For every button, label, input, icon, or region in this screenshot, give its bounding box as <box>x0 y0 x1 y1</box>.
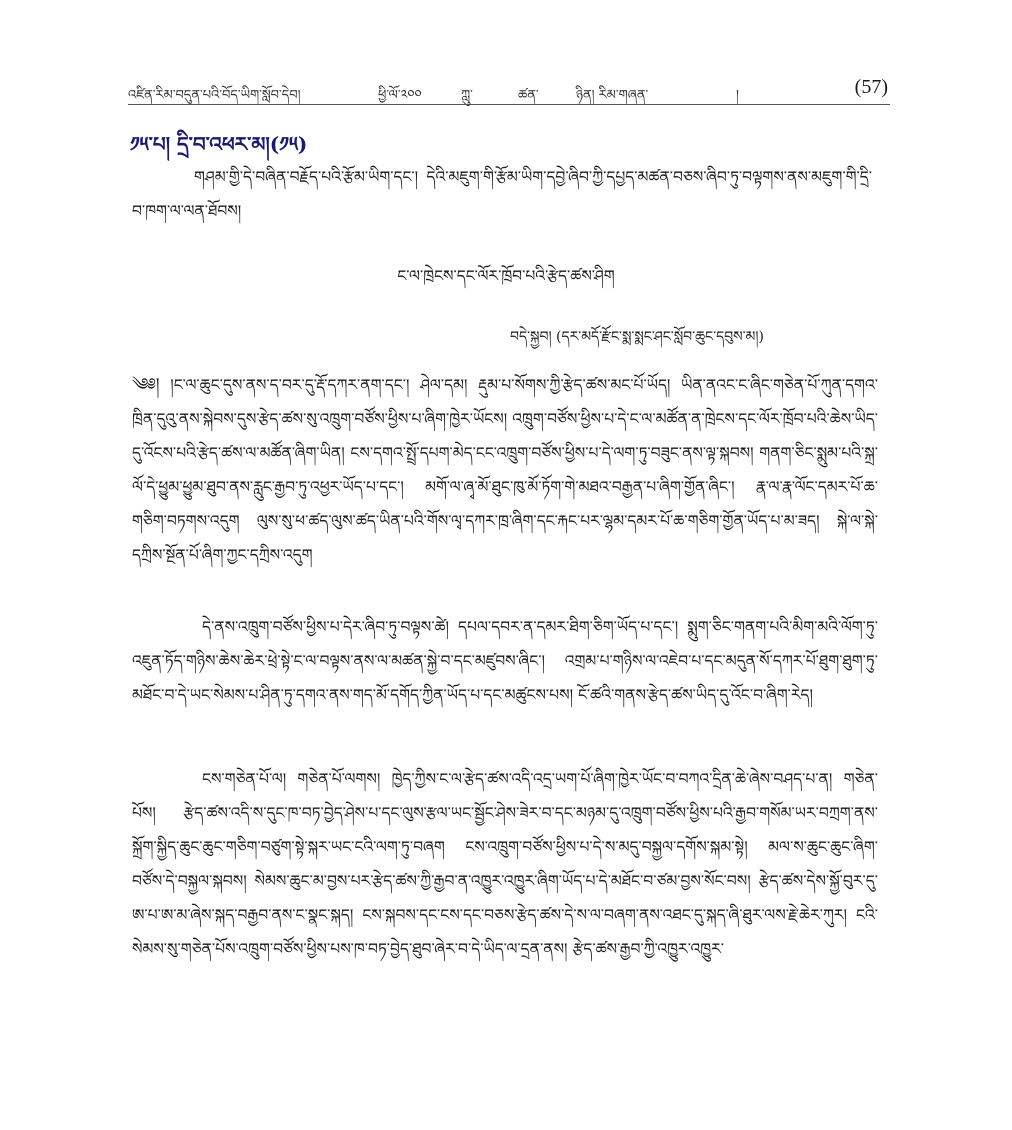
header-rule <box>128 104 890 105</box>
essay-author: བདེ་སྐྱབ། (དར་མདོ་རྫོང་སྨ་སྨང་ཤང་སློབ་ཆུང་དབུས་མ།) <box>510 329 764 345</box>
paragraph-text: །ང་ལ་ཆུང་དུས་ནས་ད་བར་དུ་རྡོ་དཀར་ནག་དང་། ཤེལ་དམ། རྡུམ་པ་སོགས་ཀྱི་རྩེད་ཚས་མང་པོ་ཡོད། ཡིན་ནའང་ང་ཞིང་གཅེན་པོ་ཀུན་དགའ་ཁྲིན་དུའུ་ནས་སྐེབས་དུས་རྩེད་ཚས་སུ་འཁྲུག་བཙོས་ཕྱིས་པ་ཞིག་ཁྱེར་ཡོངས། འཁྲུག་བཙོས་ཕྱིས་པ་དེ་ང་ལ་མཚོན་ན་ཁྲེངས་དང་ལོར་ཁྲོབ་པའི་ཆེས་ཡིད་དུ་འོངས་པའི་རྩེད་ཚས་ལ་མཚོན་ཞིག་ཡིན། ངས་དགའ་སྤྲོ་དཔག་མེད་ངང་འཁྲུག་བཙོས་ཕྱིས་པ་དེ་ལག་ཏུ་བཟུང་ནས་ལྟ་སྐབས། གནག་ཅིང་སྨུམ་པའི་སྐྲ་ལོ་དེ་ཕྱུམ་ཕྱུམ་ཐུབ་ནས་རླུང་རྒྱབ་ཏུ་འཕྱར་ཡོད་པ་དང་། མགོ་ལ་ཞྭ་མོ་ཐུང་ཁུ་མོ་ཏོག་གེ་མཐའ་བརྒྱན་པ་ཞིག་གྱོན་ཞིང་། རྣ་ལ་རྣ་ལོང་དམར་པོ་ཆ་གཅིག་བཏགས་འདུག ལུས་སུ་ཕ་ཚད་ལུས་ཚད་ཡིན་པའི་གོས་ལྭ་དཀར་ཁྲ་ཞིག་དང་རྐང་པར་ལྷམ་དམར་པོ་ཆ་གཅིག་གྱོན་ཡོད་པ་མ་ཟད། སྐེ་ལ་སྐེ་དཀྲིས་སྔོན་པོ་ཞིག་ཀྱང་དཀྲིས་འདུག <box>132 376 878 564</box>
lesson-heading: ༡༥་པ། དྲི་བ་འཕར་མ།(༡༥) <box>130 132 308 156</box>
header-divider: ། <box>736 88 739 103</box>
header-book-title: འཛིན་རིམ་བདུན་པའི་བོད་ཡིག་སློབ་དེབ། <box>128 88 301 103</box>
header-subject-mark: ཀླུ་ <box>461 88 473 103</box>
essay-paragraph-3: ངས་གཅེན་པོ་ལ། གཅེན་པོ་ལགས། ཁྱེད་ཀྱིས་ང་ལ་རྩེད་ཚས་འདི་འདྲ་ཡག་པོ་ཞིག་ཁྱེར་ཡོང་བ་བཀའ་དྲིན་ཆེ་ཞེས་བཤད་པ་ན། གཅེན་པོས། རྩེད་ཚས་འདི་ས་དུང་ཁ་བཏ་བྱེད་ཤེས་པ་དང་ལུས་རྩལ་ཡང་སྦྱོང་ཤེས་ཟེར་བ་དང་མཉམ་དུ་འཁྲུག་བཙོས་ཕྱིས་པའི་རྒྱབ་གསོམ་ཡར་བཀྲག་ནས་སྐྲོག་སྐྱིད་ཆུང་ཆུང་གཅིག་བཙུག་སྟེ་སྐར་ཡང་ངའི་ལག་ཏུ་བཞག ངས་འཁྲུག་བཙོས་ཕྱིས་པ་དེ་ས་མདུ་བསྐྱལ་དགོས་སྐམ་སྟེ། མལ་ས་ཆུང་ཆུང་ཞིག་བཙོས་དེ་བསྐྱལ་སྐབས། སེམས་ཆུང་མ་བྱས་པར་རྩེད་ཚས་ཀྱི་རྒྱབ་ན་འཁྱུར་འཁྱུར་ཞིག་ཡོད་པ་དེ་མཐོང་བ་ཙམ་བྱས་སོང་བས། རྩེད་ཚས་དེས་སྐྱོ་བུར་དུ་ཨ་པ་ཨ་མ་ཞེས་སྐད་བརྒྱབ་ནས་ང་སྣང་སྐད། ངས་སྐབས་དང་ངས་དང་བཅས་རྩེད་ཚས་དེ་ས་ལ་བཞག་ནས་འཐང་དུ་སྐད་ཞི་ཐུར་ལས་རྗེ་ཆེར་ཀུར། ངའི་སེམས་སུ་གཅེན་པོས་འཁྲུག་བཙོས་ཕྱིས་པས་ཁ་བཏ་བྱེད་ཐུབ་ཞེར་བ་དེ་ཡིད་ལ་དྲན་ནས། རྩེད་ཚས་རྒྱབ་ཀྱི་འཁྱུར་འཁྱུར་ <box>132 770 878 958</box>
essay-paragraph-2: དེ་ནས་འཁྲུག་བཙོས་ཕྱིས་པ་དེར་ཞིབ་ཏུ་བལྟས་ཚེ། དཔལ་དབར་ན་དམར་ཐིག་ཅིག་ཡོད་པ་དང་། སྨུག་ཅིང་གནག་པའི་མིག་མའི་ལོག་ཏུ་འཇུན་ཏོད་གཉིས་ཆེས་ཆེར་ཕྲེ་སྟེ་ང་ལ་བལྟས་ནས་ལ་མཚན་སྐྱེ་བ་དང་མཛུབས་ཞིང་། འགྲམ་པ་གཉིས་ལ་འཇེབ་པ་དང་མདུན་སོ་དཀར་པོ་ཐུག་ཐུག་ཏུ་མཐོང་བ་དེ་ཡང་སེམས་པ་ཤིན་ཏུ་དགའ་ནས་གད་མོ་དགོད་ཀྱིན་ཡོད་པ་དང་མཚུངས་པས། ངོ་ཚའི་གནས་རྩེད་ཚས་ཡིད་དུ་འོང་བ་ཞིག་རེད། <box>132 618 878 704</box>
essay-title: ང་ལ་ཁྲེངས་དང་ལོར་ཁྲོབ་པའི་རྩེད་ཚས་ཤིག <box>397 267 615 285</box>
header-volume: ཚན་ <box>518 88 539 103</box>
intro-paragraph: གཤམ་གྱི་དེ་བཞིན་བརྗོད་པའི་རྩོམ་ཡིག་དང་། དེའི་མཇུག་གི་རྩོམ་ཡིག་དབྱེ་ཞིབ་ཀྱི་དཔྱད་མཚན་བཅས་ཞིབ་ཏུ་བལྟགས་ནས་མཇུག་གི་དྲི་བ་ཁག་ལ་ལན་ཐོབས། <box>132 168 872 220</box>
yig-mgo-mark: ༄༅། <box>132 375 160 395</box>
essay-paragraph-1 <box>132 368 878 572</box>
running-header <box>128 76 888 104</box>
header-series: ཉིན། རིམ་གཞན་ <box>576 88 649 103</box>
header-grade: ཕྱི་ལོ་༢༠༠ <box>378 88 422 103</box>
page-number: (57) <box>854 76 888 98</box>
